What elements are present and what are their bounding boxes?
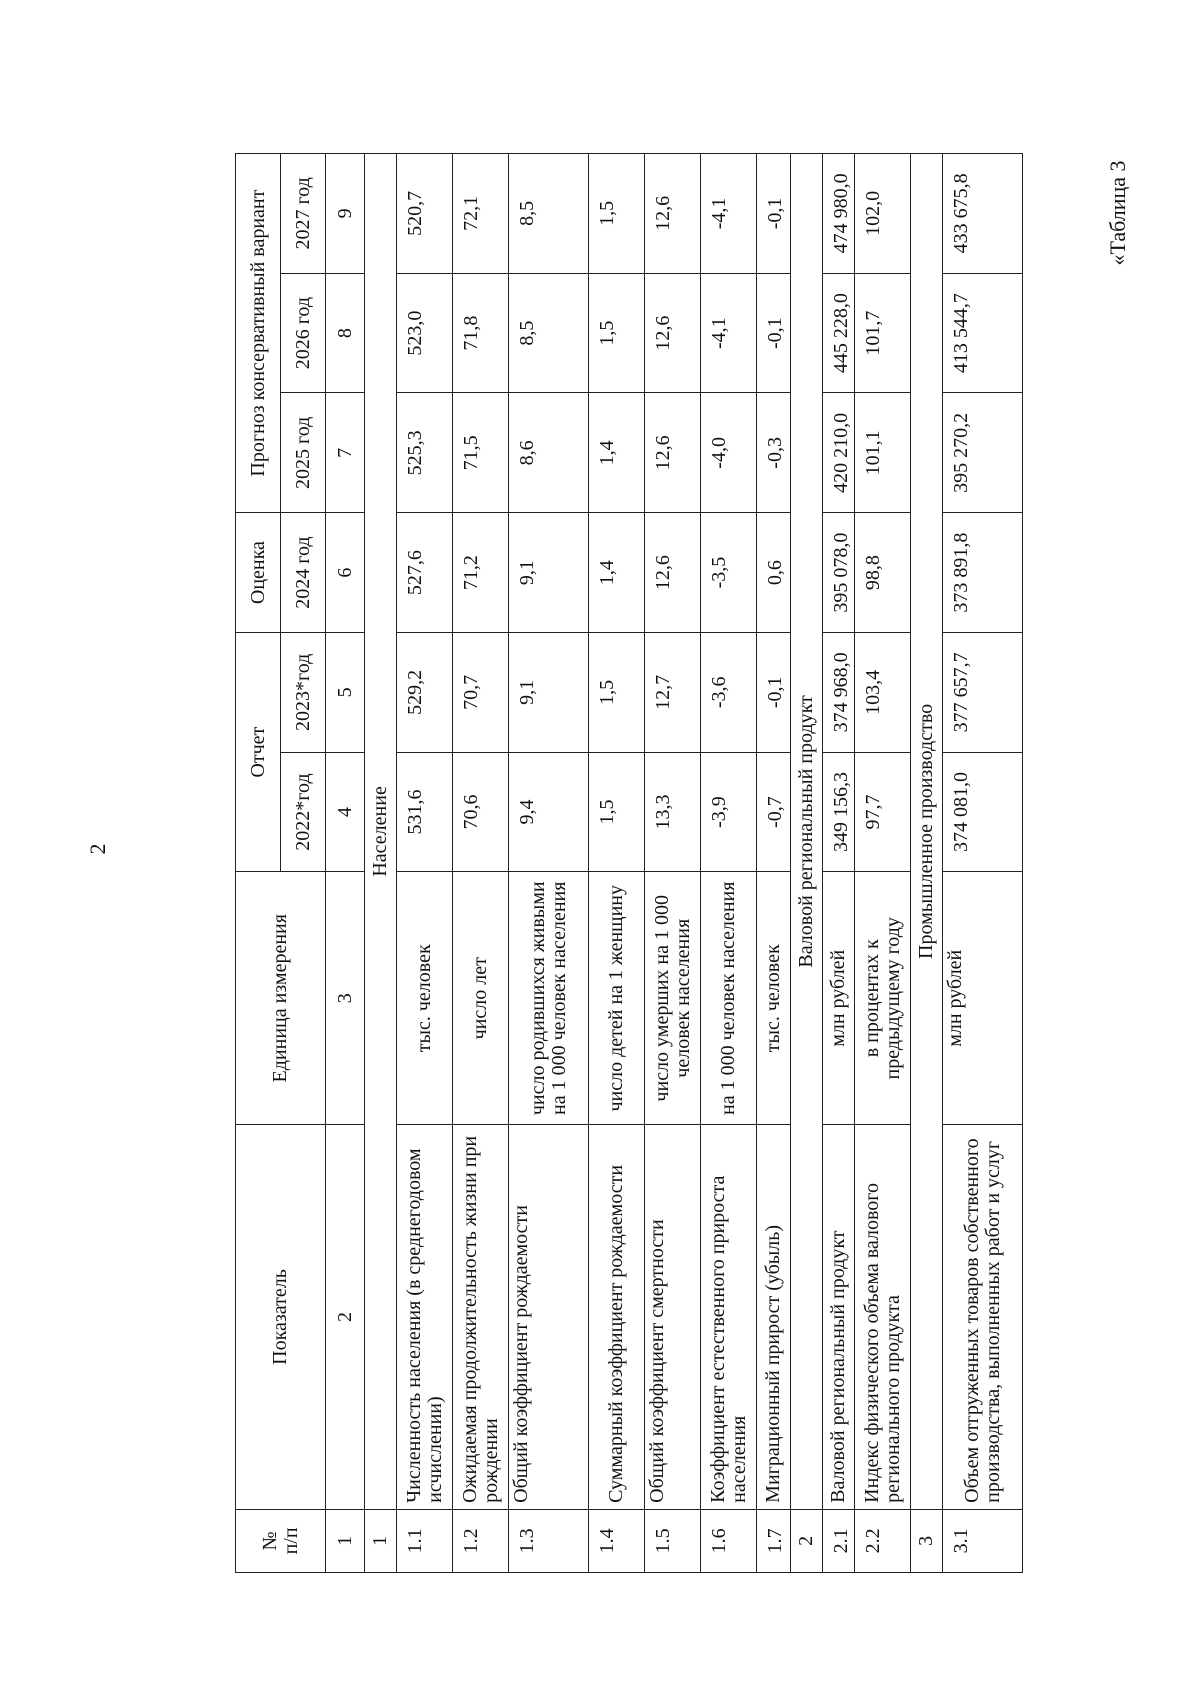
- section-title: Валовой региональный продукт: [791, 154, 823, 1510]
- row-indicator: Общий коэффициент рождаемости: [509, 1125, 589, 1510]
- table-caption: «Таблица 3: [1105, 160, 1130, 266]
- row-value: 520,7: [397, 154, 453, 274]
- row-value: 413 544,7: [943, 273, 1023, 393]
- row-value: 525,3: [397, 393, 453, 513]
- row-num: 1.4: [589, 1509, 645, 1572]
- row-unit: число умерших на 1 000 человек населения: [645, 872, 701, 1125]
- header-year-2022: 2022*год: [281, 752, 326, 872]
- row-num: 1.5: [645, 1509, 701, 1572]
- row-value: 531,6: [397, 752, 453, 872]
- row-value: 71,2: [453, 513, 509, 633]
- table-row: [509, 154, 589, 1573]
- header-forecast: Прогноз консервативный вариант: [236, 154, 281, 513]
- row-value: 433 675,8: [943, 154, 1023, 274]
- row-value: 71,8: [453, 273, 509, 393]
- row-value: -4,1: [701, 273, 757, 393]
- table-row: [645, 154, 701, 1573]
- row-num: 1.7: [757, 1509, 791, 1572]
- rotated-table-container: [235, 153, 1055, 1573]
- row-value: 1,5: [589, 632, 645, 752]
- row-num: 3.1: [943, 1509, 1023, 1572]
- row-value: 474 980,0: [823, 154, 855, 274]
- row-value: 395 270,2: [943, 393, 1023, 513]
- row-value: 102,0: [855, 154, 911, 274]
- header-estimate: Оценка: [236, 513, 281, 633]
- header-num: № п/п: [236, 1509, 326, 1572]
- table-row: [397, 154, 453, 1573]
- row-value: 12,6: [645, 273, 701, 393]
- row-value: 349 156,3: [823, 752, 855, 872]
- row-value: 8,5: [509, 273, 589, 393]
- header-indicator: Показатель: [236, 1125, 326, 1510]
- row-value: 101,7: [855, 273, 911, 393]
- section-row: [791, 154, 823, 1573]
- table-row: [589, 154, 645, 1573]
- row-value: 70,7: [453, 632, 509, 752]
- row-value: 445 228,0: [823, 273, 855, 393]
- row-unit: тыс. человек: [757, 872, 791, 1125]
- row-value: 12,6: [645, 154, 701, 274]
- header-year-2023: 2023*год: [281, 632, 326, 752]
- row-value: 12,6: [645, 393, 701, 513]
- row-indicator: Объем отгруженных товаров собственного производства, выполненных работ и услуг: [943, 1125, 1023, 1510]
- row-value: -0,7: [757, 752, 791, 872]
- row-indicator: Суммарный коэффициент рождаемости: [589, 1125, 645, 1510]
- column-number: 6: [326, 513, 365, 633]
- column-number: 4: [326, 752, 365, 872]
- row-value: -3,5: [701, 513, 757, 633]
- section-num: 3: [911, 1509, 943, 1572]
- row-value: 373 891,8: [943, 513, 1023, 633]
- row-value: 420 210,0: [823, 393, 855, 513]
- header-year-2025: 2025 год: [281, 393, 326, 513]
- row-value: 71,5: [453, 393, 509, 513]
- row-indicator: Общий коэффициент смертности: [645, 1125, 701, 1510]
- row-unit: тыс. человек: [397, 872, 453, 1125]
- page-number: 2: [85, 843, 110, 855]
- row-num: 1.3: [509, 1509, 589, 1572]
- row-value: 12,7: [645, 632, 701, 752]
- row-value: 103,4: [855, 632, 911, 752]
- row-value: 13,3: [645, 752, 701, 872]
- row-value: 377 657,7: [943, 632, 1023, 752]
- row-value: 9,1: [509, 513, 589, 633]
- forecast-table: [235, 153, 1023, 1573]
- table-row: [943, 154, 1023, 1573]
- section-row: [365, 154, 397, 1573]
- row-value: 9,4: [509, 752, 589, 872]
- row-value: -3,9: [701, 752, 757, 872]
- header-report: Отчет: [236, 632, 281, 871]
- row-value: 1,4: [589, 513, 645, 633]
- row-value: 8,5: [509, 154, 589, 274]
- row-value: -0,1: [757, 273, 791, 393]
- row-value: 523,0: [397, 273, 453, 393]
- table-row: [701, 154, 757, 1573]
- row-value: -4,1: [701, 154, 757, 274]
- row-num: 1.6: [701, 1509, 757, 1572]
- row-value: 97,7: [855, 752, 911, 872]
- header-unit: Единица измерения: [236, 872, 326, 1125]
- row-value: -3,6: [701, 632, 757, 752]
- row-value: 1,5: [589, 273, 645, 393]
- column-number: 3: [326, 872, 365, 1125]
- row-unit: число детей на 1 женщину: [589, 872, 645, 1125]
- row-value: 1,5: [589, 154, 645, 274]
- row-value: -4,0: [701, 393, 757, 513]
- row-num: 1.2: [453, 1509, 509, 1572]
- row-value: 8,6: [509, 393, 589, 513]
- row-value: 70,6: [453, 752, 509, 872]
- row-unit: в процентах к предыдущему году: [855, 872, 911, 1125]
- row-unit: число лет: [453, 872, 509, 1125]
- row-value: 1,5: [589, 752, 645, 872]
- header-year-2027: 2027 год: [281, 154, 326, 274]
- row-value: 527,6: [397, 513, 453, 633]
- column-number: 2: [326, 1125, 365, 1510]
- row-indicator: Индекс физического объема валового регионального продукта: [855, 1125, 911, 1510]
- table-row: [757, 154, 791, 1573]
- section-num: 2: [791, 1509, 823, 1572]
- column-number: 1: [326, 1509, 365, 1572]
- column-numbers-row: [326, 154, 365, 1573]
- row-value: 101,1: [855, 393, 911, 513]
- row-num: 2.2: [855, 1509, 911, 1572]
- table-row: [823, 154, 855, 1573]
- header-year-2024: 2024 год: [281, 513, 326, 633]
- section-row: [911, 154, 943, 1573]
- section-title: Промышленное производство: [911, 154, 943, 1510]
- row-num: 1.1: [397, 1509, 453, 1572]
- row-unit: число родившихся живыми на 1 000 человек населения: [509, 872, 589, 1125]
- row-value: 395 078,0: [823, 513, 855, 633]
- row-unit: млн рублей: [823, 872, 855, 1125]
- row-unit: млн рублей: [943, 872, 1023, 1125]
- row-value: 9,1: [509, 632, 589, 752]
- section-title: Население: [365, 154, 397, 1510]
- row-indicator: Ожидаемая продолжительность жизни при рождении: [453, 1125, 509, 1510]
- column-number: 9: [326, 154, 365, 274]
- column-number: 7: [326, 393, 365, 513]
- column-number: 8: [326, 273, 365, 393]
- row-value: -0,1: [757, 154, 791, 274]
- row-value: -0,3: [757, 393, 791, 513]
- row-indicator: Коэффициент естественного прироста населения: [701, 1125, 757, 1510]
- row-indicator: Валовой региональный продукт: [823, 1125, 855, 1510]
- column-number: 5: [326, 632, 365, 752]
- table-row: [855, 154, 911, 1573]
- section-num: 1: [365, 1509, 397, 1572]
- row-value: 374 968,0: [823, 632, 855, 752]
- row-indicator: Миграционный прирост (убыль): [757, 1125, 791, 1510]
- row-num: 2.1: [823, 1509, 855, 1572]
- row-indicator: Численность населения (в среднегодовом исчислении): [397, 1125, 453, 1510]
- row-value: 0,6: [757, 513, 791, 633]
- row-value: 374 081,0: [943, 752, 1023, 872]
- row-value: -0,1: [757, 632, 791, 752]
- row-value: 529,2: [397, 632, 453, 752]
- table-row: [453, 154, 509, 1573]
- row-value: 72,1: [453, 154, 509, 274]
- row-value: 12,6: [645, 513, 701, 633]
- row-unit: на 1 000 человек населения: [701, 872, 757, 1125]
- row-value: 98,8: [855, 513, 911, 633]
- row-value: 1,4: [589, 393, 645, 513]
- header-year-2026: 2026 год: [281, 273, 326, 393]
